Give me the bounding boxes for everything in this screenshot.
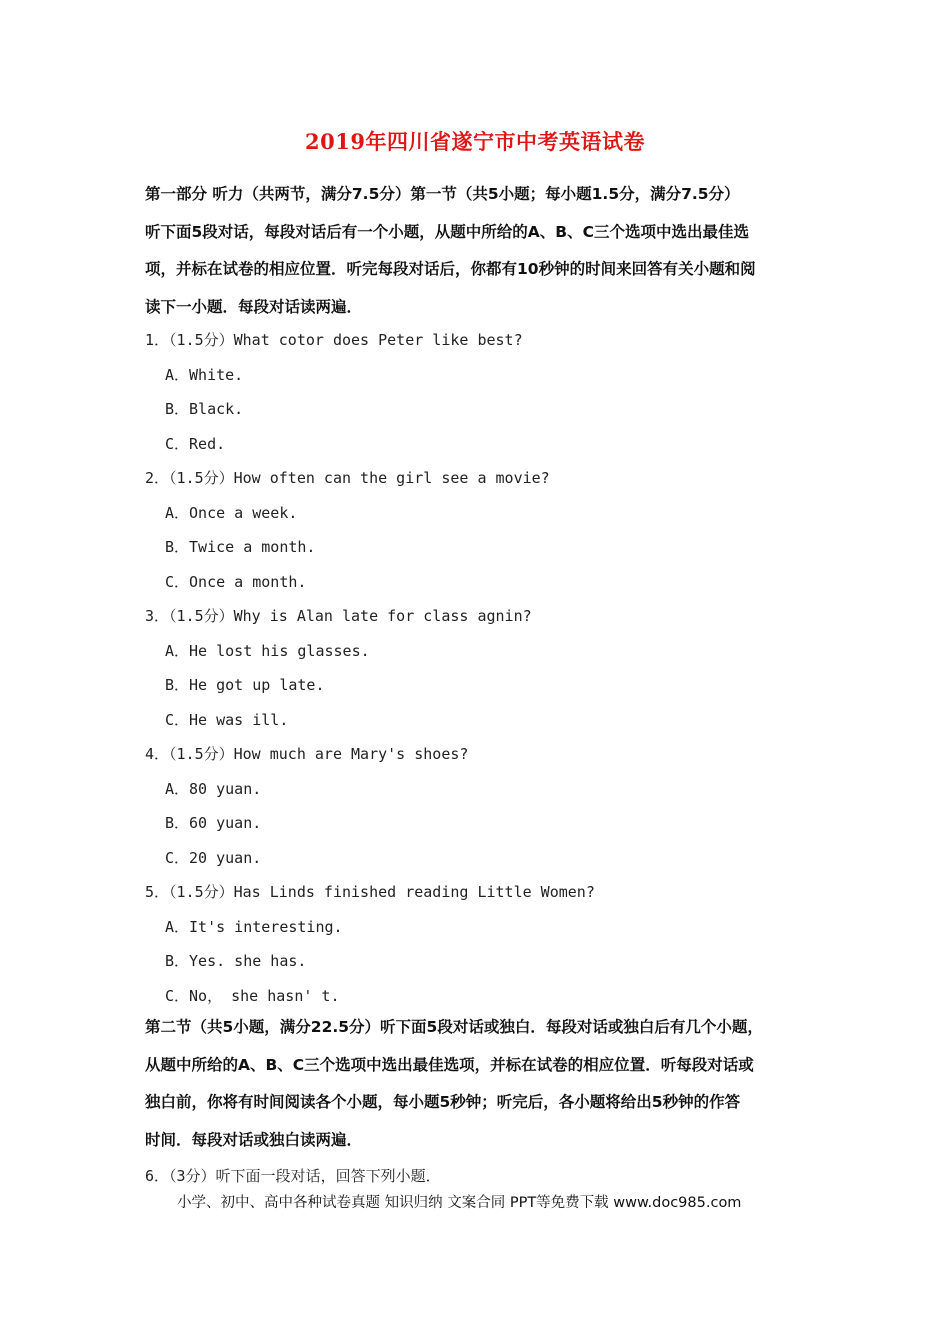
question-3-option-c: C．He was ill. (165, 711, 289, 729)
question-5-option-b: B．Yes. she has. (165, 952, 307, 970)
page-title: 2019年四川省遂宁市中考英语试卷 (305, 129, 645, 154)
question-4-option-c: C．20 yuan. (165, 849, 262, 867)
question-1-option-b: B．Black. (165, 400, 244, 418)
question-2-stem: 2．（1.5分）How often can the girl see a movie? (145, 469, 550, 487)
part2-instructions (145, 1009, 820, 1159)
question-5-option-a: A．It's interesting. (165, 918, 343, 936)
instruction-line: 第一部分 听力（共两节，满分7.5分）第一节（共5小题；每小题1.5分，满分7.5分） (145, 185, 740, 203)
question-3-stem: 3．（1.5分）Why is Alan late for class agnin? (145, 607, 532, 625)
instruction-line: 项，并标在试卷的相应位置．听完每段对话后，你都有10秒钟的时间来回答有关小题和阅 (145, 260, 756, 278)
question-2-option-b: B．Twice a month. (165, 538, 316, 556)
footer-watermark-text: 小学、初中、高中各种试卷真题 知识归纳 文案合同 PPT等免费下载 www.doc985.com (177, 1195, 742, 1211)
instruction-line: 第二节（共5小题，满分22.5分）听下面5段对话或独白．每段对话或独白后有几个小题， (145, 1018, 763, 1036)
question-1-stem: 1．（1.5分）What cotor does Peter like best? (145, 331, 523, 349)
question-2-option-c: C．Once a month. (165, 573, 307, 591)
question-4-option-a: A．80 yuan. (165, 780, 262, 798)
part1-instructions (145, 176, 820, 326)
question-1-option-c: C．Red. (165, 435, 226, 453)
question-2-option-a: A．Once a week. (165, 504, 298, 522)
question-6-stem: 6．（3分）听下面一段对话，回答下列小题． (145, 1167, 441, 1185)
instruction-line: 听下面5段对话，每段对话后有一个小题，从题中所给的A、B、C三个选项中选出最佳选 (145, 222, 749, 241)
question-3-option-a: A．He lost his glasses. (165, 642, 370, 660)
instruction-line: 读下一小题．每段对话读两遍． (145, 297, 363, 316)
instruction-line: 独白前，你将有时间阅读各个小题，每小题5秒钟；听完后，各小题将给出5秒钟的作答 (145, 1093, 741, 1111)
instruction-line: 从题中所给的A、B、C三个选项中选出最佳选项，并标在试卷的相应位置．听每段对话或 (145, 1055, 754, 1074)
question-1-option-a: A．White. (165, 366, 244, 384)
question-5-stem: 5．（1.5分）Has Linds finished reading Little Women? (145, 883, 595, 901)
question-4-stem: 4．（1.5分）How much are Mary's shoes? (145, 745, 469, 763)
question-4-option-b: B．60 yuan. (165, 814, 262, 832)
question-5-option-c: C．No， she hasn' t. (165, 987, 340, 1005)
question-3-option-b: B．He got up late. (165, 676, 325, 694)
instruction-line: 时间．每段对话或独白读两遍． (145, 1130, 363, 1149)
